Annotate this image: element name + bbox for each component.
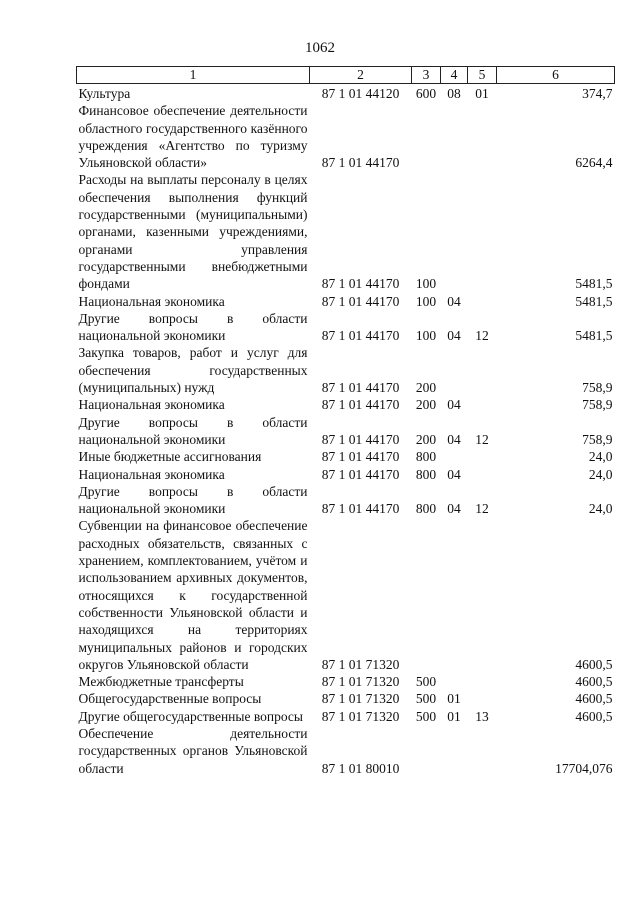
row-col-4: 04 bbox=[447, 328, 461, 344]
row-col-3: 800 bbox=[415, 466, 437, 482]
row-amount: 374,7 bbox=[582, 86, 613, 101]
row-name: Расходы на выплаты персоналу в целях обеспечения выполнения функций государственными (муниципальными) органами, казенными учреждениями, органами управления государственными внебюджетными фондами bbox=[78, 172, 308, 292]
table-row bbox=[77, 517, 615, 673]
row-code: 87 1 01 44170 bbox=[321, 501, 400, 517]
row-col-5: 01 bbox=[475, 86, 489, 101]
row-amount: 6264,4 bbox=[575, 155, 613, 171]
row-amount: 4600,5 bbox=[575, 674, 613, 690]
table-row bbox=[77, 396, 615, 413]
row-col-5 bbox=[468, 293, 497, 310]
table-row bbox=[77, 673, 615, 690]
budget-table bbox=[76, 66, 615, 777]
row-col-3: 800 bbox=[415, 501, 437, 517]
row-amount: 24,0 bbox=[588, 449, 613, 465]
row-name: Финансовое обеспечение деятельности областного государственного казённого учреждения «Агентство по туризму Ульяновской области» bbox=[78, 103, 308, 171]
row-amount: 4600,5 bbox=[575, 656, 613, 672]
row-code: 87 1 01 44170 bbox=[321, 155, 400, 171]
header-col-3: 3 bbox=[412, 67, 441, 84]
row-code: 87 1 01 44170 bbox=[321, 466, 400, 482]
header-col-2: 2 bbox=[310, 67, 412, 84]
row-col-5 bbox=[468, 517, 497, 673]
table-row bbox=[77, 344, 615, 396]
row-code: 87 1 01 71320 bbox=[321, 674, 400, 690]
table-row bbox=[77, 310, 615, 345]
row-col-4: 04 bbox=[447, 466, 461, 482]
row-col-5 bbox=[468, 102, 497, 171]
table-row bbox=[77, 725, 615, 777]
header-col-4: 4 bbox=[441, 67, 468, 84]
table-row bbox=[77, 483, 615, 518]
header-col-5: 5 bbox=[468, 67, 497, 84]
row-amount: 5481,5 bbox=[575, 276, 613, 292]
row-amount: 758,9 bbox=[582, 431, 613, 447]
row-name: Другие вопросы в области национальной экономики bbox=[78, 414, 308, 447]
header-col-1: 1 bbox=[77, 67, 310, 84]
row-code: 87 1 01 71320 bbox=[321, 691, 400, 707]
row-code: 87 1 01 44170 bbox=[321, 328, 400, 344]
row-col-4: 04 bbox=[447, 397, 461, 413]
row-col-3: 200 bbox=[415, 431, 437, 447]
row-amount: 24,0 bbox=[588, 501, 613, 517]
row-col-4: 01 bbox=[447, 691, 461, 707]
row-col-4 bbox=[441, 344, 468, 396]
row-col-5 bbox=[468, 466, 497, 483]
table-row bbox=[77, 293, 615, 310]
row-code: 87 1 01 44170 bbox=[321, 397, 400, 413]
row-col-4: 01 bbox=[447, 708, 461, 724]
row-col-3: 500 bbox=[415, 691, 437, 707]
row-code: 87 1 01 71320 bbox=[321, 708, 400, 724]
row-col-5: 12 bbox=[475, 328, 489, 344]
row-col-3: 600 bbox=[415, 86, 437, 101]
row-amount: 758,9 bbox=[582, 397, 613, 413]
row-col-5 bbox=[468, 725, 497, 777]
row-name: Национальная экономика bbox=[78, 293, 225, 309]
row-col-3 bbox=[412, 102, 441, 171]
row-code: 87 1 01 44170 bbox=[321, 431, 400, 447]
row-code: 87 1 01 44120 bbox=[321, 86, 400, 101]
row-col-3: 200 bbox=[415, 397, 437, 413]
row-col-5 bbox=[468, 448, 497, 465]
row-col-3: 500 bbox=[415, 708, 437, 724]
row-col-3: 100 bbox=[415, 276, 437, 292]
row-col-4 bbox=[441, 517, 468, 673]
row-col-4: 08 bbox=[447, 86, 461, 101]
row-col-3 bbox=[412, 725, 441, 777]
table-row bbox=[77, 708, 615, 725]
table-row bbox=[77, 690, 615, 707]
table-row bbox=[77, 448, 615, 465]
row-amount: 4600,5 bbox=[575, 691, 613, 707]
row-col-3: 100 bbox=[415, 293, 437, 309]
row-col-4 bbox=[441, 448, 468, 465]
row-col-5: 13 bbox=[475, 708, 489, 724]
row-col-4 bbox=[441, 171, 468, 292]
table-row bbox=[77, 414, 615, 449]
row-col-5 bbox=[468, 344, 497, 396]
row-amount: 5481,5 bbox=[575, 328, 613, 344]
row-col-5 bbox=[468, 171, 497, 292]
row-name: Другие общегосударственные вопросы bbox=[78, 708, 303, 724]
row-col-4: 04 bbox=[447, 501, 461, 517]
row-col-5 bbox=[468, 396, 497, 413]
row-name: Межбюджетные трансферты bbox=[78, 674, 244, 690]
row-name: Обеспечение деятельности государственных органов Ульяновской области bbox=[78, 725, 308, 776]
row-amount: 24,0 bbox=[588, 466, 613, 482]
row-code: 87 1 01 44170 bbox=[321, 276, 400, 292]
row-col-4: 04 bbox=[447, 293, 461, 309]
row-col-5: 12 bbox=[475, 501, 489, 517]
row-col-3 bbox=[412, 517, 441, 673]
row-name: Субвенции на финансовое обеспечение расходных обязательств, связанных с хранением, комплектованием, учётом и использованием архивных документов, относящихся к государственной собственности Ульяновской области и находящихся на территориях муниципальных районов и городских округов Ульяновской области bbox=[78, 518, 308, 672]
row-col-5: 12 bbox=[475, 431, 489, 447]
row-amount: 5481,5 bbox=[575, 293, 613, 309]
table-row bbox=[77, 466, 615, 483]
table-body bbox=[77, 84, 615, 777]
row-name: Общегосударственные вопросы bbox=[78, 691, 262, 707]
row-name: Культура bbox=[78, 86, 131, 101]
row-amount: 17704,076 bbox=[555, 760, 613, 776]
page-number: 1062 bbox=[305, 40, 335, 56]
row-col-4 bbox=[441, 725, 468, 777]
row-code: 87 1 01 44170 bbox=[321, 380, 400, 396]
row-amount: 758,9 bbox=[582, 380, 613, 396]
table-row bbox=[77, 102, 615, 171]
row-code: 87 1 01 44170 bbox=[321, 293, 400, 309]
table-header bbox=[77, 67, 615, 84]
row-name: Закупка товаров, работ и услуг для обеспечения государственных (муниципальных) нужд bbox=[78, 345, 308, 396]
row-col-4: 04 bbox=[447, 431, 461, 447]
row-col-5 bbox=[468, 690, 497, 707]
table-row bbox=[77, 84, 615, 103]
row-col-3: 800 bbox=[415, 449, 437, 465]
row-name: Национальная экономика bbox=[78, 466, 225, 482]
header-col-6: 6 bbox=[497, 67, 615, 84]
row-col-4 bbox=[441, 102, 468, 171]
row-col-3: 200 bbox=[415, 380, 437, 396]
row-col-3: 100 bbox=[415, 328, 437, 344]
row-name: Иные бюджетные ассигнования bbox=[78, 449, 262, 465]
row-code: 87 1 01 80010 bbox=[321, 760, 400, 776]
row-amount: 4600,5 bbox=[575, 708, 613, 724]
row-col-3: 500 bbox=[415, 674, 437, 690]
row-code: 87 1 01 71320 bbox=[321, 656, 400, 672]
row-col-5 bbox=[468, 673, 497, 690]
row-name: Национальная экономика bbox=[78, 397, 225, 413]
row-col-4 bbox=[441, 673, 468, 690]
row-name: Другие вопросы в области национальной экономики bbox=[78, 310, 308, 344]
row-code: 87 1 01 44170 bbox=[321, 449, 400, 465]
row-name: Другие вопросы в области национальной экономики bbox=[78, 483, 308, 517]
table-row bbox=[77, 171, 615, 292]
